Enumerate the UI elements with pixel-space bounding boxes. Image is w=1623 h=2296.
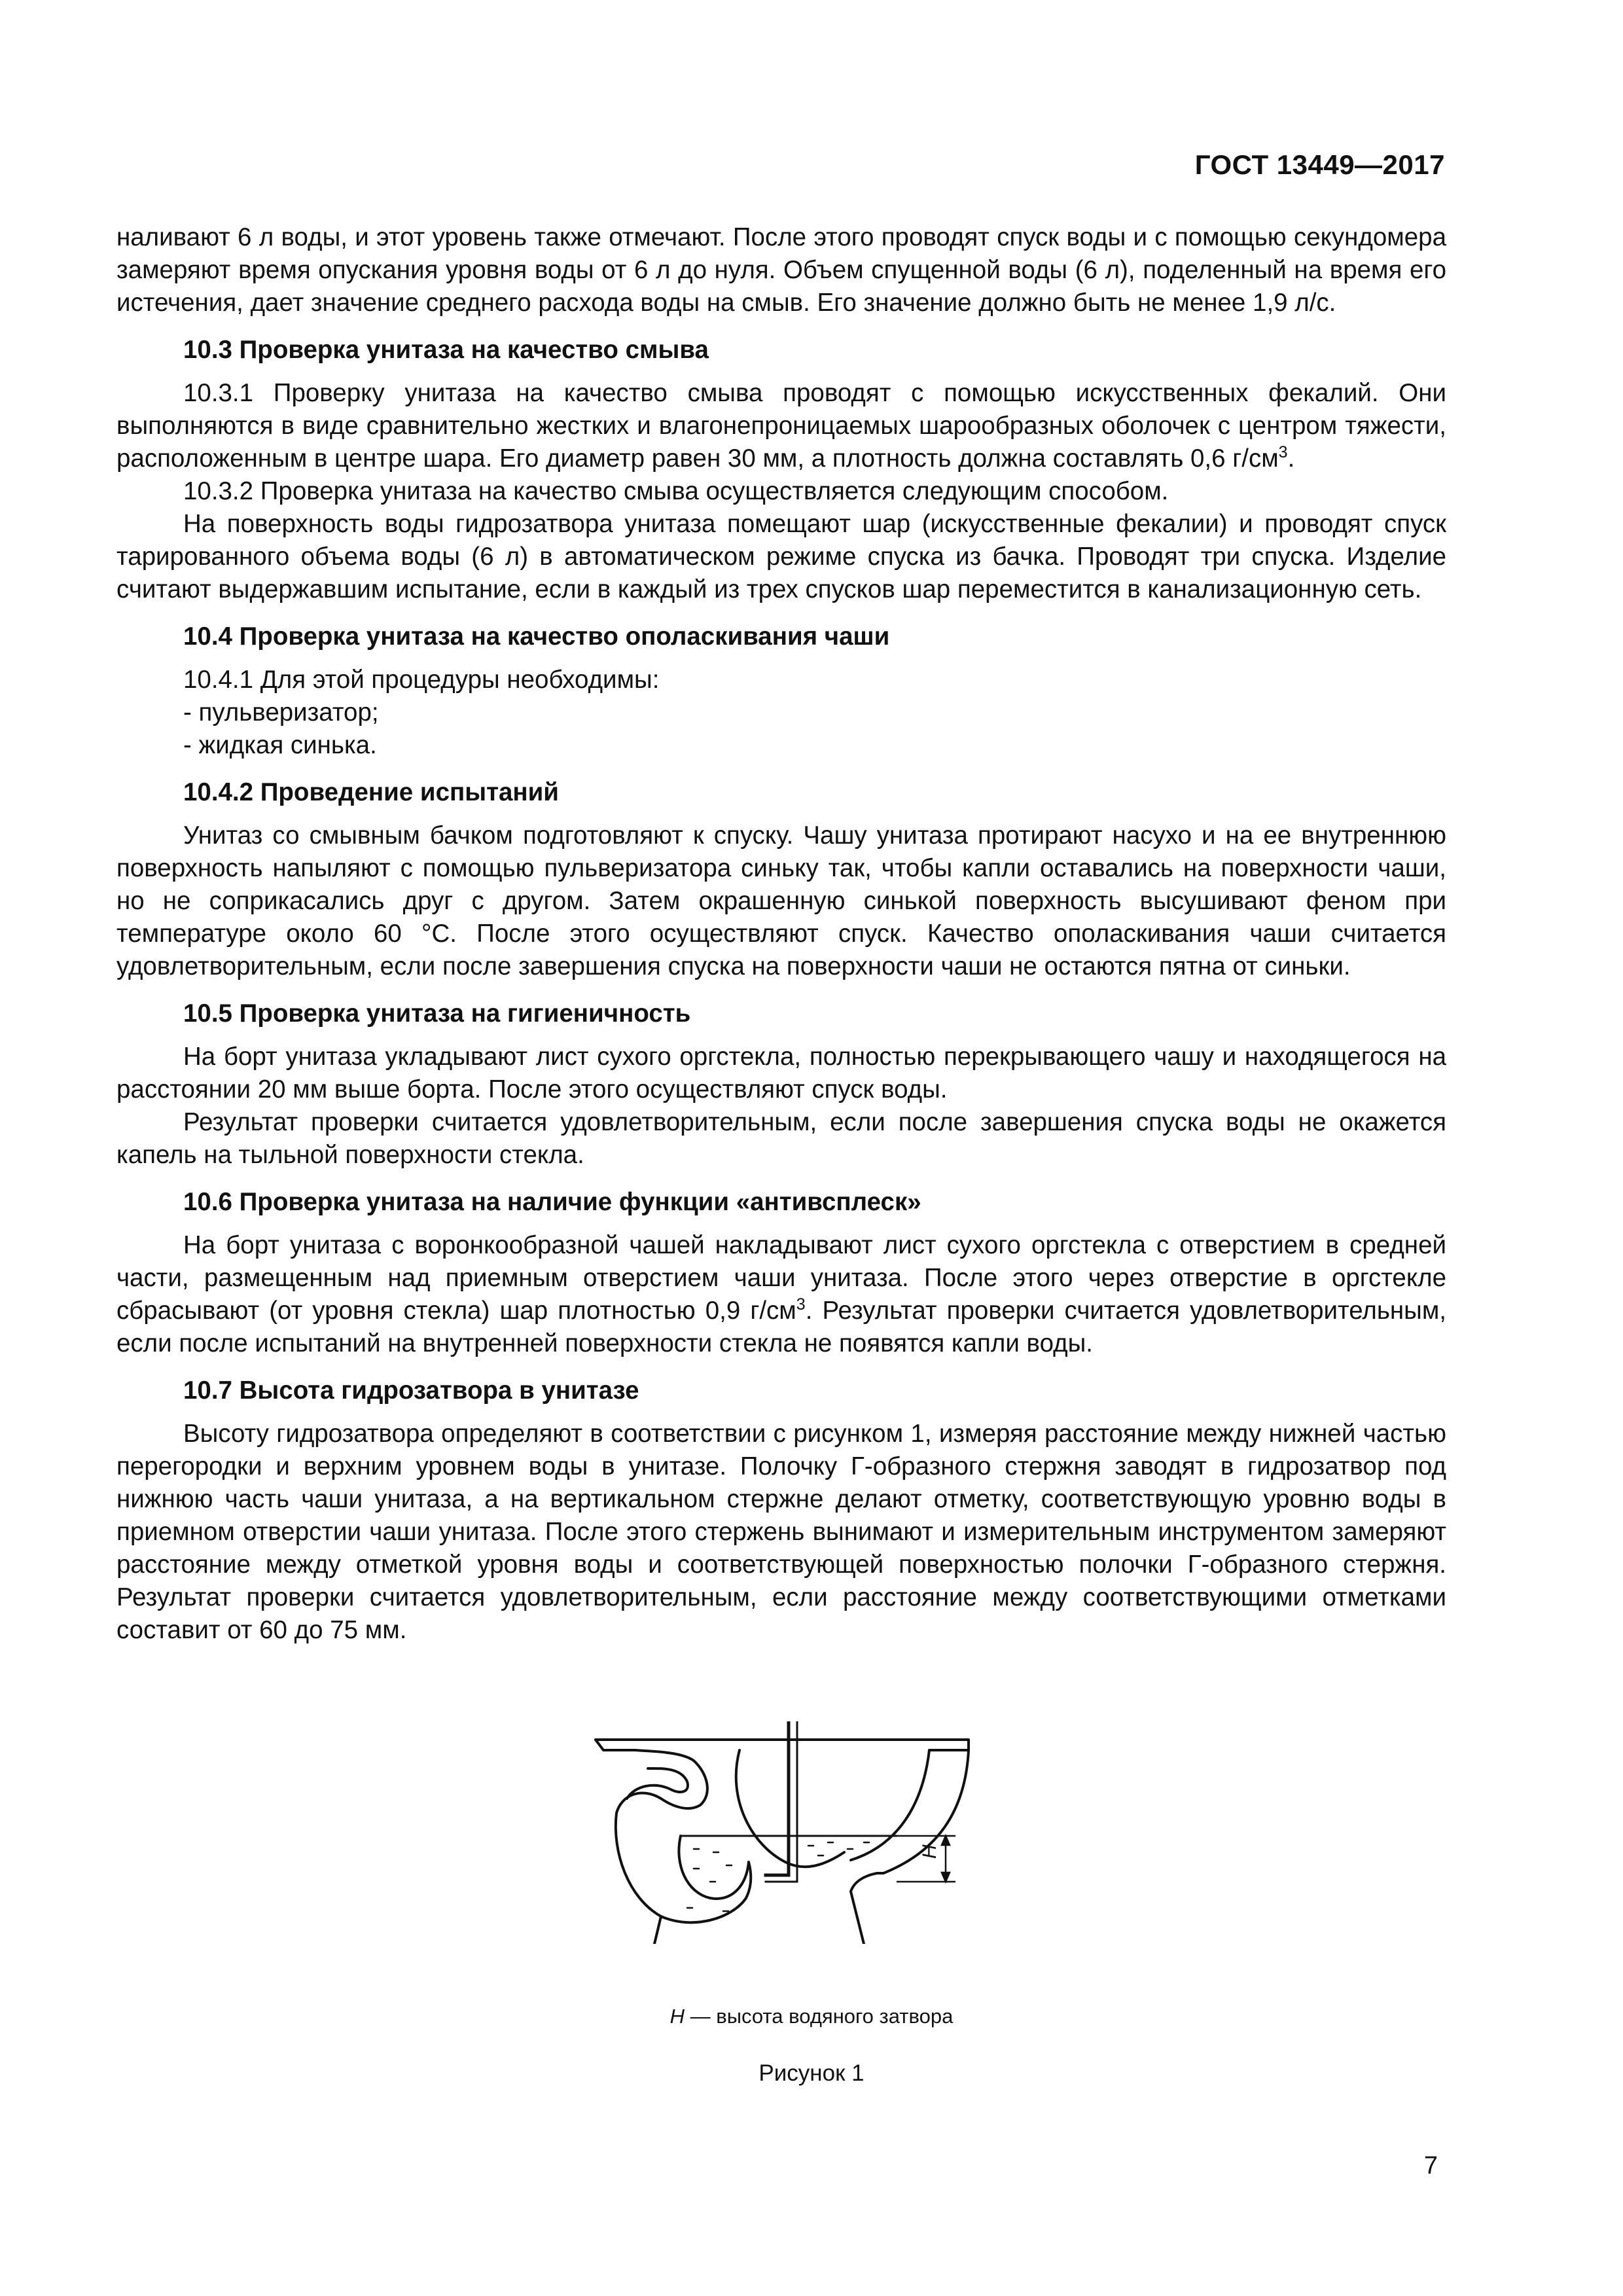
paragraph-10-4-1: 10.4.1 Для этой процедуры необходимы: bbox=[183, 666, 660, 694]
paragraph-intro: наливают 6 л воды, и этот уровень также отмечают. После этого проводят спуск воды и с помощью секундомера замеряют время опускания уровня воды от 6 л до нуля. Объем спущенной воды (6 л), поделенный на время его истечения, дает значение среднего расхода воды на смыв. Его значение должно быть не менее 1,9 л/с. bbox=[116, 223, 1446, 317]
section-heading-10-6: 10.6 Проверка унитаза на наличие функции «антивсплеск» bbox=[183, 1188, 921, 1216]
list-item: - пульверизатор; bbox=[183, 698, 379, 726]
figure-title: Рисунок 1 bbox=[758, 2060, 865, 2086]
document-body bbox=[116, 221, 1446, 1647]
paragraph-10-3-1: 10.3.1 Проверку унитаза на качество смыва проводят с помощью искусственных фекалий. Они выполняются в виде сравнительно жестких и влагонепроницаемых шарообразных оболочек с центром тяжести, расположенным в центре шара. Его диаметр равен 30 мм, а плотность должна составлять 0,6 $г/см^3$. bbox=[116, 379, 1446, 473]
section-heading-10-4-2: 10.4.2 Проведение испытаний bbox=[183, 778, 559, 806]
section-heading-10-3: 10.3 Проверка унитаза на качество смыва bbox=[183, 336, 709, 364]
toilet-trap bbox=[616, 1750, 707, 1813]
section-heading-10-4: 10.4 Проверка унитаза на качество ополаскивания чаши bbox=[183, 622, 890, 651]
toilet-water-seal-diagram bbox=[589, 1721, 982, 1944]
paragraph-10-5-result: Результат проверки считается удовлетворительным, если после завершения спуска воды не окажется капель на тыльной поверхности стекла. bbox=[116, 1108, 1446, 1169]
paragraph-10-4-2: Унитаз со смывным бачком подготовляют к спуску. Чашу унитаза протирают насухо и на ее внутреннюю поверхность напыляют с помощью пульверизатора синьку так, чтобы капли оставались на поверхности чаши, но не соприкасались друг с другом. Затем окрашенную синькой поверхность высушивают феном при температуре около 60 °С. После этого осуществляют спуск. Качество ополаскивания чаши считается удовлетворительным, если после завершения спуска на поверхности чаши не остаются пятна от синьки. bbox=[116, 821, 1446, 980]
paragraph-10-5: На борт унитаза укладывают лист сухого оргстекла, полностью перекрывающего чашу и находящегося на расстоянии 20 мм выше борта. После этого осуществляют спуск воды. bbox=[116, 1043, 1446, 1103]
dimension-label: H bbox=[919, 1844, 940, 1859]
toilet-base bbox=[654, 1916, 661, 1944]
toilet-rim bbox=[596, 1740, 969, 1750]
caption-text: — высота водяного затвора bbox=[685, 2005, 954, 2028]
paragraph-10-7: Высоту гидрозатвора определяют в соответствии с рисунком 1, измеряя расстояние между нижней частью перегородки и верхним уровнем воды в унитазе. Полочку Г-образного стержня заводят в гидрозатвор под нижнюю часть чаши унитаза, а на вертикальном стержне делают отметку, соответствующую уровню воды в приемном отверстии чаши унитаза. После этого стержень вынимают и измерительным инструментом замеряют расстояние между отметкой уровня воды и соответствующей поверхностью полочки Г-образного стержня. Результат проверки считается удовлетворительным, если расстояние между соответствующими отметками составит от 60 до 75 мм. bbox=[116, 1420, 1446, 1644]
page-number: 7 bbox=[1423, 2152, 1438, 2179]
paragraph-10-6: На борт унитаза с воронкообразной чашей накладывают лист сухого оргстекла с отверстием в средней части, размещенным над приемным отверстием чаши унитаза. После этого через отверстие в оргстекле сбрасывают (от уровня стекла) шар плотностью 0,9 $г/см^3$. Результат проверки считается удовлетворительным, если после испытаний на внутренней поверхности стекла не появятся капли воды. bbox=[116, 1231, 1446, 1357]
section-heading-10-5: 10.5 Проверка унитаза на гигиеничность bbox=[183, 999, 691, 1028]
document-code: ГОСТ 13449—2017 bbox=[1194, 149, 1445, 180]
caption-symbol: H bbox=[669, 2005, 685, 2028]
paragraph-10-3-2-body: На поверхность воды гидрозатвора унитаза помещают шар (искусственные фекалии) и проводят спуск тарированного объема воды (6 л) в автоматическом режиме спуска из бачка. Проводят три спуска. Изделие считают выдержавшим испытание, если в каждый из трех спусков шар переместится в канализационную сеть. bbox=[116, 510, 1446, 603]
section-heading-10-7: 10.7 Высота гидрозатвора в унитазе bbox=[183, 1376, 639, 1405]
paragraph-10-3-2: 10.3.2 Проверка унитаза на качество смыва осуществляется следующим способом. bbox=[183, 477, 1169, 505]
figure-caption bbox=[0, 2005, 1623, 2028]
list-item: - жидкая синька. bbox=[183, 731, 377, 759]
